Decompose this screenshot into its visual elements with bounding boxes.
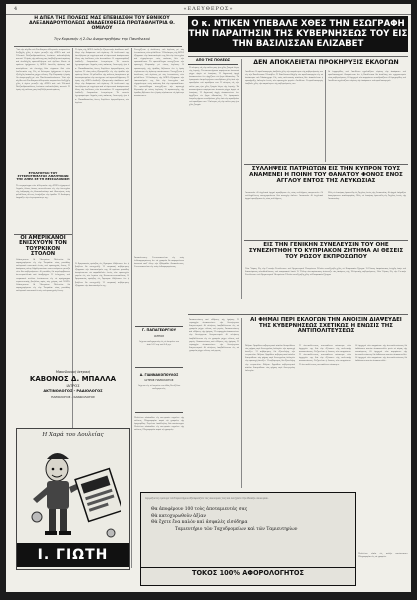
article-body-text: Αἱ ἐφημερίδες τοῦ Λονδίνου σχολιάζουν εὐρέως τὴν ἀπόφασιν τοῦ πρωθυπουργοῦ. Ἀναμένεται ὅτι ἡ Βασίλισσα θὰ ἀναθέσῃ τὸν σχηματισμὸν νέας κυβερνήσεως. Οἱ ἀρχηγοὶ τῶν κομμάτων συνεδριάζουν. Αἱ ἐφημερίδες τοῦ Λονδίνου σχολιάζουν εὐρέως τὴν ἀπόφασιν τοῦ πρωθυπουργοῦ. [328,70,406,83]
doctor-notice-1-subtitle: ΙΑΤΡΟΣ [153,333,165,338]
divider [141,567,355,568]
article-body-text: Ἡ ὁμὰς τῆς ΑΠΕΛ ἐπέδειξε ἐξαιρετικὴν ἀπόδοσιν καθ' ὅλην τὴν διάρκειαν τοῦ ἀγῶνος. Οἱ ἐπιθετικοὶ της ἐκινήθησαν μὲ ταχύτητα καὶ οἱ ἀμυντικοὶ ἀπέκρουσαν ὅλας τὰς ἐπιθέσεις τῶν ἀντιπάλων. Ὁ τερματοφύλαξ ἐπέδειξε θαυμασίαν ἑτοιμότητα. Τὸ κοινὸν ἐχειροκρότησε θερμῶς τοὺς παίκτας. Διαιτητὴς ἦτο ὁ κ. Παπαδόπουλος ὅστις διηύθυνε ἀμερολήπτως τὸν ἀγῶνα. Ἡ νίκη αὕτη ἐξασφαλίζει εἰς τὴν ὁμάδα τὴν πρώτην θέσιν. Οἱ φίλαθλοι τῆς πόλεως ἀναμένουν μὲ ἀνυπομονησίαν τὴν συνέχειαν τοῦ πρωταθλήματος. Ἡ ὁμὰς τῆς ΑΠΕΛ ἐπέδειξε ἐξαιρετικὴν ἀπόδοσιν καθ' ὅλην τὴν διάρκειαν τοῦ ἀγῶνος. Οἱ ἐπιθετικοὶ της ἐκινήθησαν μὲ ταχύτητα καὶ οἱ ἀμυντικοὶ ἀπέκρουσαν ὅλας τὰς ἐπιθέσεις τῶν ἀντιπάλων. Ὁ τερματοφύλαξ ἐπέδειξε θαυμασίαν ἑτοιμότητα. Τὸ κοινὸν ἐχειροκρότησε θερμῶς τοὺς παίκτας. Διαιτητὴς ἦτο ὁ κ. Παπαδόπουλος ὅστις διηύθυνε ἀμερολήπτως τὸν ἀγῶνα. [75,48,129,104]
doctor-ad-name: ΚΑΒΟΝΟΣ Δ. ΜΠΑΛΛΑ [29,375,117,383]
newspaper-name: «ΕΛΕΥΘΕΡΟΣ» [183,6,234,12]
bank-ad-lines [151,507,345,533]
doctor-notice-2-subtitle: ΙΑΤΡΟΣ ΠΑΘΟΛΟΓΟΣ [144,378,174,383]
bank-ad-line: Θὰ ἔχετε ἕνα καλὸν καὶ ἀσφαλὲς εἰσόδημα [151,520,248,526]
main-headline: Ο κ. ΝΤΙΚΕΝ ΥΠΕΒΑΛΕ ΧΘΕΣ ΤΗΝ ΕΣΩΓΡΑΦΗ ΤΗΝ ΠΑΡΑΙΤΗΣΙΝ ΤΗΣ ΚΥΒΕΡΝΗΣΕΩΣ ΤΟΥ ΕΙΣ ΤΗΝ ΒΑΣΙΛΙΣΣΑΝ ΕΛΙΖΑΒΕΤ [188,16,408,52]
article-body-text: Τὸ συγκρότημα τῶν ἀθλητικῶν τῆς ΑΠΕΛ εὐχαριστεῖ θερμῶς ὅλους ὅσους συνετέλεσαν εἰς τὴν ἐπιτυχίαν τῆς ἐκδρομῆς εἰς Θεσσαλονίκην καὶ ἰδιαιτέρως τοὺς φιλάθλους οἵτινες ἐστήριξαν τὴν ὁμάδα. Ἡ διοίκησις ἐκφράζει τὴν εὐγνωμοσύνην της. [16,184,70,200]
left-mid-headline: ΕΥΧΑΡΙΣΤΙΑΙ ΤΟΥ ΣΥΓΚΡΟΤΗΜΑΤΟΣ ΑΘΛΗΤΙΚΩΝ ΤΗΣ ΑΠΕΛ ΣΕ ΤΗ ΘΕΣΣΑΛΟΝΙΚΗ [16,171,70,182]
doctor-notice-2 [135,372,183,413]
rumors-headline: ΑΙ ΦΗΜΑΙ ΠΕΡΙ ΕΚΛΟΓΩΝ ΤΗΝ ΑΝΟΙΞΙΝ ΔΙΑΨΕΥΔΕΙ ΤΗΣ ΚΥΒΕΡΝΗΣΕΩΣ ΣΧΕΤΙΚΩΣ Η ΕΝΩΣΙΣ ΤΗΣ ΑΝΤΙΠΟΛΙΤΕΥΣΕΩΣ [250,317,402,335]
bank-ad-rate-line: ΤΟΚΟΣ 100% ΑΦΟΡΟΛΟΓΗΤΟΣ [191,569,305,577]
article-body-text: Πωλεῖται οἰκία εἰς καλὴν κατάστασιν. Πληροφορίαι εἰς τὰ γραφεῖα. [358,552,408,559]
bank-ad-line: Θα ἀποφέρουν 100 τοὺς ἀποταμιευτάς σας [151,507,248,512]
bank-ad-line: Θὰ κατοχυρωθοῦν ἀξίαν [151,513,206,519]
divider [244,240,408,241]
product-ad [16,428,130,570]
article-body-text: Οὐάσιγκτων. Αἱ Ἡνωμέναι Πολιτεῖαι θὰ παραχωρήσουν εἰς τὴν Τουρκίαν νέας μονάδας πολεμικοῦ ναυτικοῦ ἐντὸς τοῦ προσεχοῦς ἔτους. Ἡ ἀπόφασις αὕτη ἐλήφθη κατόπιν συνεννοήσεων μεταξὺ τῶν δύο κυβερνήσεων. Αἱ μονάδες θὰ περιλαμβάνουν ἀντιτορπιλλικὰ καὶ ὑποβρύχια. Ἡ ἐνίσχυσις τοῦ τουρκικοῦ στόλου ἐντάσσεται εἰς τὸ πρόγραμμα στρατιωτικῆς βοηθείας πρὸς τὰς χώρας τοῦ ΝΑΤΟ. Οὐάσιγκτων. Αἱ Ἡνωμέναι Πολιτεῖαι θὰ παραχωρήσουν εἰς τὴν Τουρκίαν νέας μονάδας πολεμικοῦ ναυτικοῦ ἐντὸς τοῦ προσεχοῦς ἔτους. [16,258,70,292]
doctor-ad-details: ΠΑΘΟΛΟΓΟΣ - ΚΑΡΔΙΟΛΟΓΟΣ [51,395,95,400]
article-body-text: Ἡ κίνησις εἰς τὴν πόλιν μας ἦτο χθὲς ζωηρὰ λόγῳ τῆς ἑορτῆς. Τὰ καταστήματα παρέμειναν ἀνοικτὰ μέχρι ἀργὰ τὸ ἑσπέρας. Ἡ δημοτικὴ ἀρχὴ ἀνακοινώνει ὅτι ἀρχίζουν τὰ ἔργα ὀδοποιίας. Τὸ ἐμπορικὸν ἐπιμελητήριον συνεδρίασε χθὲς ὑπὸ τὴν προεδρίαν τοῦ προέδρου του. Ἡ κίνησις εἰς τὴν πόλιν μας ἦτο χθὲς ζωηρὰ λόγῳ τῆς ἑορτῆς. Τὰ καταστήματα παρέμειναν ἀνοικτὰ μέχρι ἀργὰ τὸ ἑσπέρας. Ἡ δημοτικὴ ἀρχὴ ἀνακοινώνει ὅτι ἀρχίζουν τὰ ἔργα ὀδοποιίας. Τὸ ἐμπορικὸν ἐπιμελητήριον συνεδρίασε χθὲς ὑπὸ τὴν προεδρίαν τοῦ προέδρου του. Ἡ κίνησις εἰς τὴν πόλιν μας ἦτο χθὲς ζωηρά. [189,66,239,107]
article-body-text: Ἡ ἀντιπολίτευσις συνεκάλεσε σύσκεψιν τῶν ἀρχηγῶν της διὰ τὴν ἐξέτασιν τῆς πολιτικῆς καταστάσεως. Συζητεῖται ἡ ἕνωσις τῶν κομμάτων. Ἡ ἀντιπολίτευσις συνεκάλεσε σύσκεψιν τῶν ἀρχηγῶν της διὰ τὴν ἐξέτασιν τῆς πολιτικῆς καταστάσεως. Συζητεῖται ἡ ἕνωσις τῶν κομμάτων. Ἡ ἀντιπολίτευσις συνεκάλεσε σύσκεψιν. [299,344,351,366]
article-body-text: Λονδῖνον. Ὁ πρωθυπουργὸς ὑπέβαλε χθὲς τὴν παραίτησιν τῆς κυβερνήσεώς του εἰς τὴν Βασίλισσαν Ἐλισάβετ. Ἡ Βασίλισσα ἐδέχθη τὸν πρωθυπουργὸν εἰς τὰ ἀνάκτορα τοῦ Μπάκιγχαμ. Εἰς τοὺς πολιτικοὺς κύκλους δὲν ἀποκλείεται ἡ προκήρυξις ἐκλογῶν ἐντὸς τῶν προσεχῶν μηνῶν. Λονδῖνον. Ὁ πρωθυπουργὸς ὑπέβαλε χθὲς τὴν παραίτησιν τῆς κυβερνήσεώς του. [245,70,323,86]
page-number: 4 [14,6,18,12]
un-headline: ΕΙΣ ΤΗΝ ΓΕΝΙΚΗΝ ΣΥΝΕΛΕΥΣΙΝ ΤΟΥ ΟΗΕ ΣΥΝΕΖΗΤΗΘΗ ΤΟ ΚΥΠΡΙΑΚΟΝ ΖΗΤΗΜΑ ΑΙ ΘΕΣΕΙΣ ΤΟΥ ΡΩΣΟΥ ΕΚΠΡΟΣΩΠΟΥ [248,242,404,260]
article-body-text: Πωλεῖται οἰκόπεδον εἰς κεντρικὸν σημεῖον τῆς πόλεως. Πληροφορίαι παρὰ τῷ γραφείῳ τῆς ἐφημερίδος. Ζητεῖται ὑπάλληλος διὰ κατάστημα. Πωλεῖται οἰκόπεδον εἰς κεντρικὸν σημεῖον τῆς πόλεως. Πληροφορίαι παρὰ τῷ γραφείῳ. [134,416,184,432]
cyprus-headline: ΣΥΛΛΗΨΕΙΣ ΠΑΤΡΙΩΤΩΝ ΕΙΣ ΤΗΝ ΚΥΠΡΟΝ ΤΟΥΣ ΑΝΑΜΕΝΕΙ Η ΠΟΙΝΗ ΤΟΥ ΘΑΝΑΤΟΥ ΦΟΝΟΣ ΕΝΟΣ ΑΓΓΛΟΥ ΕΝΤΟΣ ΤΗΣ ΛΕΥΚΩΣΙΑΣ [249,166,403,184]
masthead [6,4,411,15]
column-rule [131,48,132,568]
notice-body-text: Δέχεται καθημερινῶς εἰς τὸ ἰατρεῖον του ἀπὸ 9-12 π.μ. καὶ 4-8 μ.μ. [139,339,179,346]
city-news-header: ΑΠΟ ΤΗΣ ΠΟΛΕΩΣ [188,59,238,65]
bank-ad-body: Ἀγοράζοντες ὁμόλογα τοῦ Ταμιευτηρίου ἐξασφαλίζετε τὰς οἰκονομίας σας καὶ ἐνισχύετε τὴν ἐθνικὴν οἰκονομίαν. [145,497,269,500]
article-body-text: Χθὲς τὸ ἑσπέρας ἐφονεύθη εἷς Ἄγγλος ἐντὸς τῆς Λευκωσίας. Αἱ ἀρχαὶ ἐκήρυξαν ἀπαγόρευσιν κυκλοφορίας. Χθὲς τὸ ἑσπέρας ἐφονεύθη εἷς Ἄγγλος ἐντὸς τῆς Λευκωσίας. [328,191,406,201]
article-body-text: Νέα Ὑόρκη. Εἰς τὴν Γενικὴν Συνέλευσιν τοῦ Ὀργανισμοῦ Ἡνωμένων Ἐθνῶν συνεζητήθη χθὲς τὸ Κυπριακὸν ζήτημα. Ὁ Ρῶσος ἐκπρόσωπος ἐτάχθη ὑπὲρ τοῦ δικαιώματος αὐτοδιαθέσεως τοῦ κυπριακοῦ λαοῦ. Ὁ Ἕλλην ἀντιπρόσωπος ἀνέπτυξε τὰς ἀπόψεις τῆς Ἑλληνικῆς κυβερνήσεως. Νέα Ὑόρκη. Εἰς τὴν Γενικὴν Συνέλευσιν τοῦ Ὀργανισμοῦ Ἡνωμένων Ἐθνῶν συνεζητήθη χθὲς τὸ Κυπριακὸν ζήτημα. [245,267,406,277]
column-rule [241,59,242,299]
bank-ad-line: Ταμιευτήριο τῶν Ταχυδρομείων καὶ τῶν Ταμιευτηρίων [175,526,298,532]
article-body-text: Ἀνακοίνωσις. Γνωστοποιεῖται εἰς τοὺς ἐνδιαφερομένους ὅτι τὰ γραφεῖα θὰ παραμείνουν ἀνοικτὰ καθ' ὅλην τὴν ἑβδομάδα. Ἀνακοίνωσις. Γνωστοποιεῖται εἰς τοὺς ἐνδιαφερομένους. [134,256,184,269]
doctor-ad-title-line: Μακεδονική Ιατρική [55,370,91,374]
left-top-subhead: Την Κυριακήν ή 2-0ω Αναμετρηθήσω την Πανεθνικού [53,37,151,41]
doctor-notice-1-title: Γ. ΠΑΠΑΓΕΩΡΓΙΟΥ [141,328,177,332]
doctor-notice-1 [135,326,183,368]
divider [188,56,408,57]
doctor-ad-profession: ΙΑΤΡΟΣ [66,384,80,389]
bank-ad [140,492,356,586]
doctor-ad-specialty: ΑΚΤΙΝΟΛΟΓΟΣ - ΡΑΔΙΟΛΟΓΟΣ [43,389,103,394]
article-body-text: Ἀνακοινώσεις καὶ εἰδήσεις τῆς ἡμέρας. Ἡ νομαρχία ἀνακοινώνει τὴν διενέργειαν διαγωνισμοῦ. Αἱ αἰτήσεις ὑποβάλλονται εἰς τὰ γραφεῖα μέχρι τέλους τοῦ μηνός. Ἀνακοινώσεις καὶ εἰδήσεις τῆς ἡμέρας. Ἡ νομαρχία ἀνακοινώνει τὴν διενέργειαν διαγωνισμοῦ. Αἱ αἰτήσεις ὑποβάλλονται εἰς τὰ γραφεῖα μέχρι τέλους τοῦ μηνός. Ἀνακοινώσεις καὶ εἰδήσεις τῆς ἡμέρας. Ἡ νομαρχία ἀνακοινώνει τὴν διενέργειαν διαγωνισμοῦ. Αἱ αἰτήσεις ὑποβάλλονται εἰς τὰ γραφεῖα μέχρι τέλους τοῦ μηνός. [189,318,239,352]
product-ad-slogan: Η Χαρά του Δουλείας [42,432,104,438]
column-rule [241,318,242,488]
divider [188,314,408,315]
notice-body-text: Δέχεται εἰς τὸ ἰατρεῖον του ὁδὸς Βενιζέλου καθημερινῶς. [137,384,181,391]
doctor-notice-2-title: Δ. ΓΙΑΝΝΑΚΟΠΟΥΛΟΣ [139,373,179,377]
article-body-text: Ἀθῆναι. Ἁρμόδιοι κυβερνητικοὶ κύκλοι διαψεύδουν τὰς φήμας περὶ διενεργείας ἐκλογῶν τὴν προσεχῆ ἄνοιξιν. Ἡ κυβέρνησις θὰ ἐξαντλήσῃ τὴν τετραετίαν. Ἀθῆναι. Ἁρμόδιοι κυβερνητικοὶ κύκλοι διαψεύδουν τὰς φήμας περὶ διενεργείας ἐκλογῶν τὴν προσεχῆ ἄνοιξιν. Ἡ κυβέρνησις θὰ ἐξαντλήσῃ τὴν τετραετίαν. Ἀθῆναι. Ἁρμόδιοι κυβερνητικοὶ κύκλοι διαψεύδουν τὰς φήμας περὶ διενεργείας ἐκλογῶν. [245,344,295,372]
article-body-text: Συνεχίζεται ἡ ἀνάλυσις τοῦ ἀγῶνος μὲ τὰς ἐντυπώσεις τῶν φιλάθλων. Ἡ διοίκησις τῆς ΑΠΕΛ ἐξέφρασε τὴν ἱκανοποίησίν της διὰ τὴν ἐπιτυχίαν καὶ εὐχαρίστησε τοὺς παίκτας διὰ τὴν προσπάθειαν. Τὸ πρωτάθλημα συνεχίζεται τὴν προσεχῆ Κυριακὴν μὲ νέους ἀγῶνας. Ὁ προπονητὴς τῆς ὁμάδος δήλωσεν ὅτι ἡ ὁμὰς εὑρίσκεται εἰς ἀρίστην κατάστασιν. Συνεχίζεται ἡ ἀνάλυσις τοῦ ἀγῶνος μὲ τὰς ἐντυπώσεις τῶν φιλάθλων. Ἡ διοίκησις τῆς ΑΠΕΛ ἐξέφρασε τὴν ἱκανοποίησίν της διὰ τὴν ἐπιτυχίαν καὶ εὐχαρίστησε τοὺς παίκτας διὰ τὴν προσπάθειαν. Τὸ πρωτάθλημα συνεχίζεται τὴν προσεχῆ Κυριακὴν μὲ νέους ἀγῶνας. Ὁ προπονητὴς τῆς ὁμάδος δήλωσεν ὅτι ἡ ὁμὰς εὑρίσκεται εἰς ἀρίστην κατάστασιν. [134,48,184,98]
article-body-text: Λευκωσία. Αἱ ἀγγλικαὶ ἀρχαὶ προέβησαν εἰς νέας συλλήψεις πατριωτῶν. Οἱ συλληφθέντες κατηγοροῦνται διὰ κατοχὴν ὅπλων. Λευκωσία. Αἱ ἀγγλικαὶ ἀρχαὶ προέβησαν εἰς νέας συλλήψεις. [245,191,323,201]
article-body-text: Ὁ Ἀμερικανὸς πρέσβυς εἰς Ἄγκυραν ἐδήλωσεν ὅτι ἡ βοήθεια θὰ συνεχισθῇ. Ἡ τουρκικὴ κυβέρνησις ἐξέφρασε τὴν ἱκανοποίησίν της. Αἱ πρῶται μονάδες ἀναμένονται νὰ παραδοθοῦν ἐντὸς τῶν προσεχῶν μηνῶν εἰς τὸν λιμένα τῆς Κωνσταντινουπόλεως. Ὁ Ἀμερικανὸς πρέσβυς εἰς Ἄγκυραν ἐδήλωσεν ὅτι ἡ βοήθεια θὰ συνεχισθῇ. Ἡ τουρκικὴ κυβέρνησις ἐξέφρασε τὴν ἱκανοποίησίν της. [75,262,129,287]
left-ad-headline: ΟΙ ΑΜΕΡΙΚΑΝΟΙ ΕΝΙΣΧΥΟΥΝ ΤΟΝ ΤΟΥΡΚΙΚΟΝ ΣΤΟΛΟΝ [19,235,67,258]
divider [14,46,182,47]
column-rule [325,70,326,162]
product-ad-brand: Ι. ΓΙΩΤΗ [17,543,129,567]
article-body-text: Οἱ ἀρχηγοὶ τῶν κομμάτων τῆς ἀντιπολιτεύσεως θὰ ἐκδώσουν κοινὸν ἀνακοινωθὲν μετὰ τὸ πέρας τῆς συσκέψεως. Οἱ ἀρχηγοὶ τῶν κομμάτων τῆς ἀντιπολιτεύσεως θὰ ἐκδώσουν κοινὸν ἀνακοινωθὲν. Οἱ ἀρχηγοὶ τῶν κομμάτων τῆς ἀντιπολιτεύσεως θὰ ἐκδώσουν κοινὸν ἀνακοινωθέν. [355,344,407,363]
article-body-text: Ὑπὸ τὴν αἰγίδα τοῦ Συνδέσμου ἀθλητικῶν σωματείων διεξήχθη χθὲς ὁ ἀγὼν μεταξὺ τῆς ΑΠΕΛ καὶ τοῦ Ἐθνικοῦ Ἀλεξανδρουπόλεως ἐνώπιον πολυπληθοῦς κοινοῦ. Ἡ ὁμὰς τῆς πόλεως μας ἐπεβλήθη κατὰ κράτος καὶ ἀνεδείχθη πρωταθλήτρια τοῦ ὁμίλου. Κατὰ τὸ πρῶτον ἡμίχρονον ἡ ΑΠΕΛ ἐπετέθη ἀμέσως καὶ κατώρθωσε νὰ ἐπιτύχῃ δύο τέρματα διὰ τῶν ἐπιθετικῶν της. Εἰς τὸ δεύτερον ἡμίχρονον ὁ ἀγὼν ἐξελίχθη ἰσόπαλος μέχρι τέλους. Τὴν Κυριακὴν ἡ ὁμὰς θὰ ἀναμετρηθῇ μὲ τὸν Πανθεσσαλονίκειον. Ὑπὸ τὴν αἰγίδα τοῦ Συνδέσμου ἀθλητικῶν σωματείων διεξήχθη χθὲς ὁ ἀγὼν μεταξὺ τῆς ΑΠΕΛ καὶ τοῦ Ἐθνικοῦ Ἀλεξανδρουπόλεως ἐνώπιον πολυπληθοῦς κοινοῦ. Ἡ ὁμὰς τῆς πόλεως μας ἐπεβλήθη κατὰ κράτος. [16,48,70,92]
boy-with-bag-illustration-icon [27,447,121,539]
elections-headline: ΔΕΝ ΑΠΟΚΛΕΙΕΤΑΙ ΠΡΟΚΗΡΥΞΙΣ ΕΚΛΟΓΩΝ [253,59,399,66]
newspaper-page [6,4,411,592]
left-top-headline: Η ΑΠΕΛ ΤΗΣ ΠΟΛΕΩΣ ΜΑΣ ΕΠΕΒΙΑΣΘΗ ΤΟΥ ΕΘΝΙΚΟΥ ΑΛΕΞΑΝΔΡΟΥΠΟΛΕΩΣ ΑΝΑΔΕΙΧΘΕΙΣΑ ΠΡΩΤΑΘΛΗΤΡΙΑ Θ. ΟΜΙΛΟΥ [29,16,175,31]
divider [244,164,408,165]
doctor-ad [16,370,130,426]
